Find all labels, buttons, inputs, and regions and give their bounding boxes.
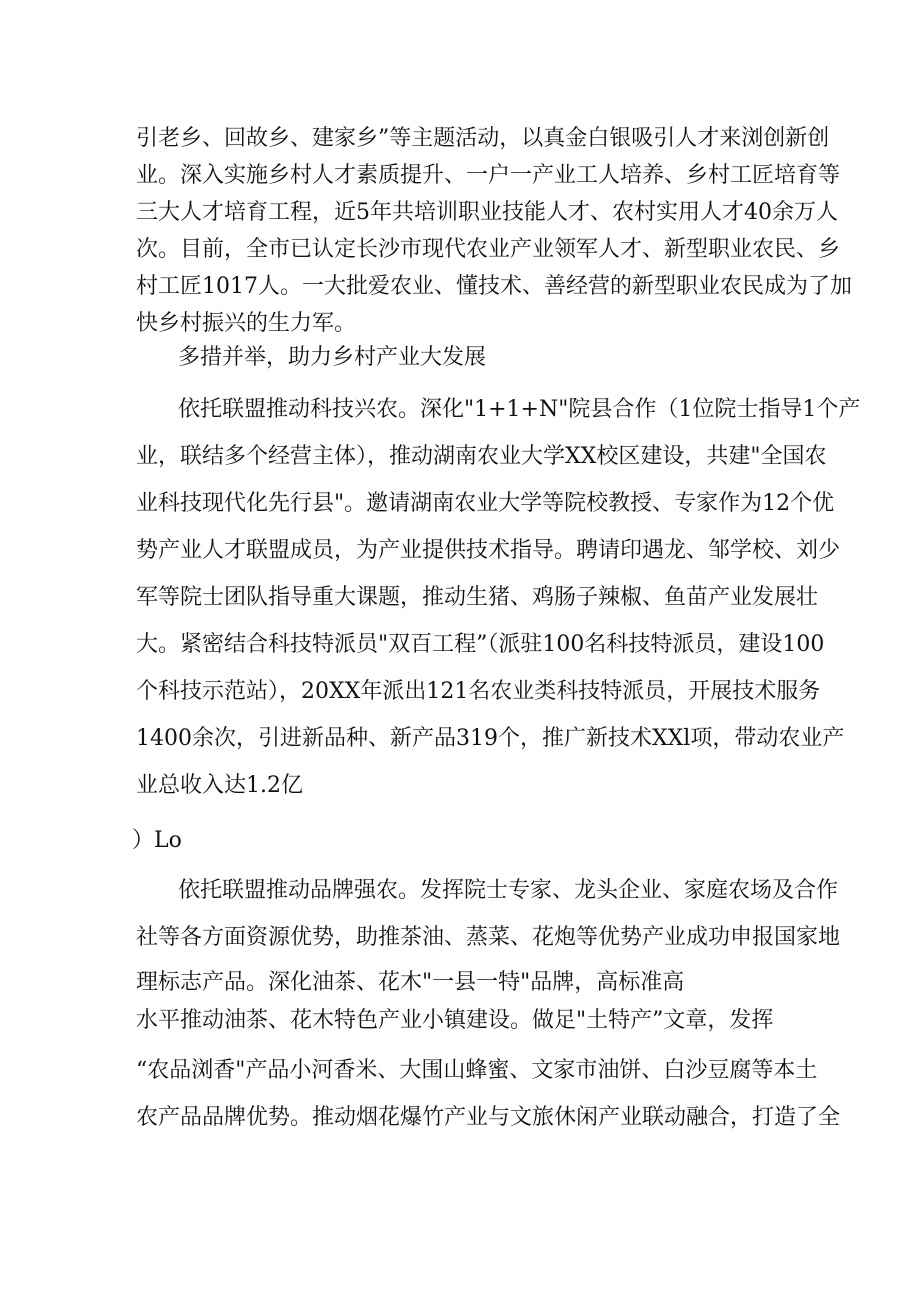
paragraph-line: 快乡村振兴的生力军。 — [136, 311, 357, 336]
paragraph-line: 依托联盟推动科技兴农。深化"1+1+N"院县合作（1位院士指导1个产 — [178, 397, 861, 422]
paragraph-line: 依托联盟推动品牌强农。发挥院士专家、龙头企业、家庭农场及合作 — [178, 878, 839, 903]
paragraph-line: 理标志产品。深化油茶、花木"一县一特"品牌，高标准高 — [136, 970, 685, 995]
paragraph-line: 业，联结多个经营主体），推动湖南农业大学XX校区建设，共建"全国农 — [136, 444, 827, 469]
paragraph-line: 势产业人才联盟成员，为产业提供技术指导。聘请印遇龙、邹学校、刘少 — [136, 538, 841, 563]
paragraph-line: 业总收入达1.2亿 — [136, 773, 303, 798]
paragraph-line: 三大人才培育工程，近5年共培训职业技能人才、农村实用人才40余万人 — [136, 200, 838, 225]
paragraph-line: 大。紧密结合科技特派员"双百工程”（派驻100名科技特派员，建设100 — [136, 632, 825, 657]
paragraph-line: 业科技现代化先行县"。邀请湖南农业大学等院校教授、专家作为12个优 — [136, 491, 835, 516]
paragraph-line: 村工匠1017人。一大批爱农业、懂技术、善经营的新型职业农民成为了加 — [136, 274, 852, 299]
text-fragment: ）Lo — [132, 828, 182, 853]
paragraph-line: 1400余次，引进新品种、新产品319个，推广新技术XXl项，带动农业产 — [136, 726, 845, 751]
paragraph-line: “农品浏香"产品小河香米、大围山蜂蜜、文家市油饼、白沙豆腐等本土 — [136, 1058, 818, 1083]
section-heading: 多措并举，助力乡村产业大发展 — [178, 345, 487, 370]
paragraph-line: 水平推动油茶、花木特色产业小镇建设。做足"土特产”文章，发挥 — [136, 1008, 774, 1033]
paragraph-line: 军等院士团队指导重大课题，推动生猪、鸡肠子辣椒、鱼苗产业发展壮 — [136, 585, 819, 610]
paragraph-line: 业。深入实施乡村人才素质提升、一户一产业工人培养、乡村工匠培育等 — [136, 163, 841, 188]
paragraph-line: 次。目前，全市已认定长沙市现代农业产业领军人才、新型职业农民、乡 — [136, 237, 841, 262]
paragraph-line: 引老乡、回故乡、建家乡”等主题活动，以真金白银吸引人才来浏创新创 — [136, 126, 830, 151]
paragraph-line: 个科技示范站），20XX年派出121名农业类科技特派员，开展技术服务 — [136, 679, 821, 704]
paragraph-line: 农产品品牌优势。推动烟花爆竹产业与文旅休闲产业联动融合，打造了全 — [136, 1105, 841, 1130]
paragraph-line: 社等各方面资源优势，助推茶油、蒸菜、花炮等优势产业成功申报国家地 — [136, 925, 841, 950]
